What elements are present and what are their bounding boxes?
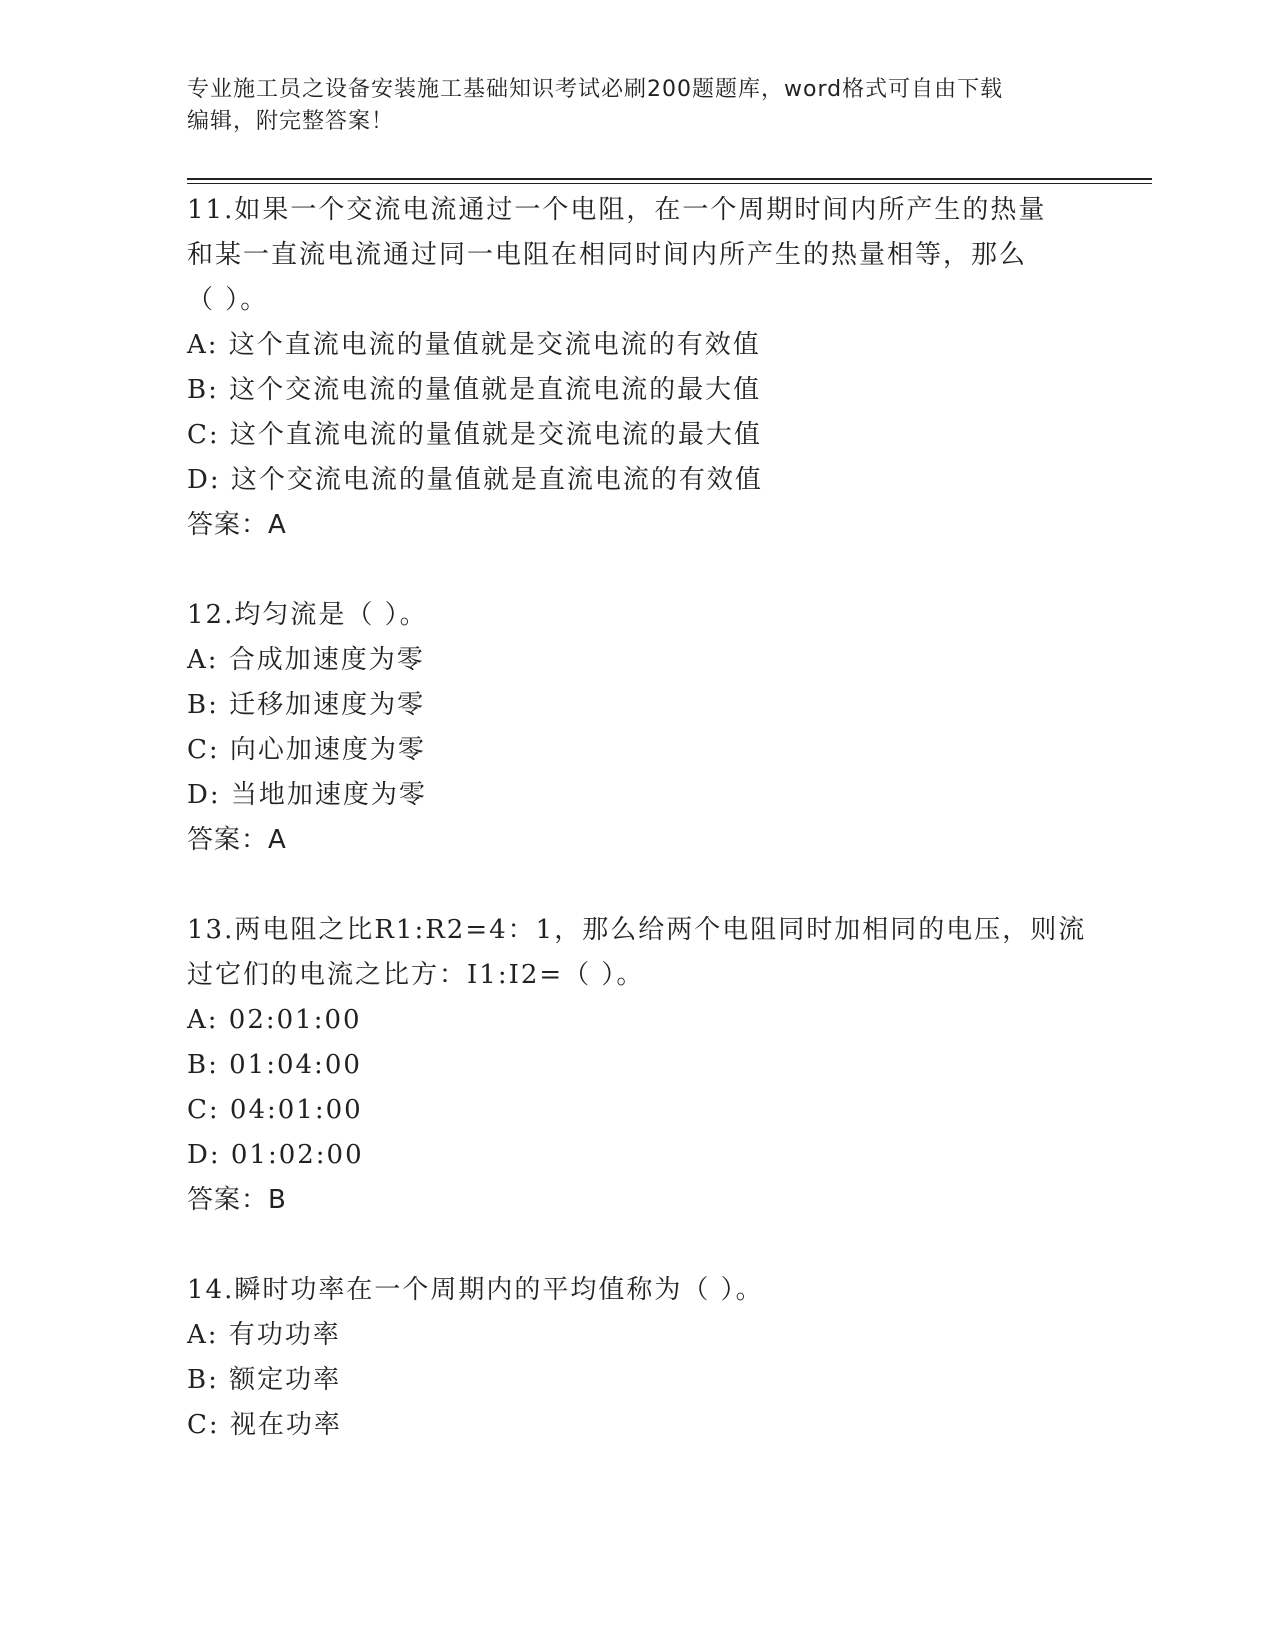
header-divider-thick [187,178,1152,180]
option-b: B: 迁移加速度为零 [187,690,426,720]
option-d: D: 这个交流电流的量值就是直流电流的有效值 [187,465,763,495]
answer-label: 答案：B [187,1185,287,1215]
question-stem-line: （ ）。 [187,285,269,315]
question-stem-line: 和某一直流电流通过同一电阻在相同时间内所产生的热量相等，那么 [187,240,1028,270]
question-spacer [187,548,1087,593]
option-c: C: 视在功率 [187,1410,342,1440]
option-a: A: 有功功率 [187,1320,341,1350]
option-a: A: 合成加速度为零 [187,645,425,675]
question-list [187,188,1087,1448]
option-b: B: 01:04:00 [187,1050,362,1080]
option-a: A: 这个直流电流的量值就是交流电流的有效值 [187,330,761,360]
answer-label: 答案：A [187,825,287,855]
question-11 [187,188,1087,548]
question-stem-line: 12.均匀流是（ ）。 [187,600,428,630]
question-14 [187,1268,1087,1448]
question-stem-line: 11.如果一个交流电流通过一个电阻，在一个周期时间内所产生的热量 [187,195,1047,225]
question-spacer [187,863,1087,908]
header-line-1: 专业施工员之设备安装施工基础知识考试必刷200题题库，word格式可自由下载 [187,77,1004,102]
answer-label: 答案：A [187,510,287,540]
option-c: C: 04:01:00 [187,1095,363,1125]
option-d: D: 01:02:00 [187,1140,364,1170]
option-b: B: 额定功率 [187,1365,342,1395]
question-12 [187,593,1087,863]
question-spacer [187,1223,1087,1268]
document-header [187,74,1087,138]
question-13 [187,908,1087,1223]
header-divider-thin [187,183,1152,184]
option-a: A: 02:01:00 [187,1005,362,1035]
option-d: D: 当地加速度为零 [187,780,427,810]
question-stem-line: 过它们的电流之比方：I1:I2=（ ）。 [187,960,645,990]
question-stem-line: 14.瞬时功率在一个周期内的平均值称为（ ）。 [187,1275,764,1305]
option-c: C: 这个直流电流的量值就是交流电流的最大值 [187,420,762,450]
option-c: C: 向心加速度为零 [187,735,426,765]
option-b: B: 这个交流电流的量值就是直流电流的最大值 [187,375,762,405]
question-stem-line: 13.两电阻之比R1:R2=4：1，那么给两个电阻同时加相同的电压，则流 [187,915,1087,945]
header-line-2: 编辑，附完整答案！ [187,109,395,134]
